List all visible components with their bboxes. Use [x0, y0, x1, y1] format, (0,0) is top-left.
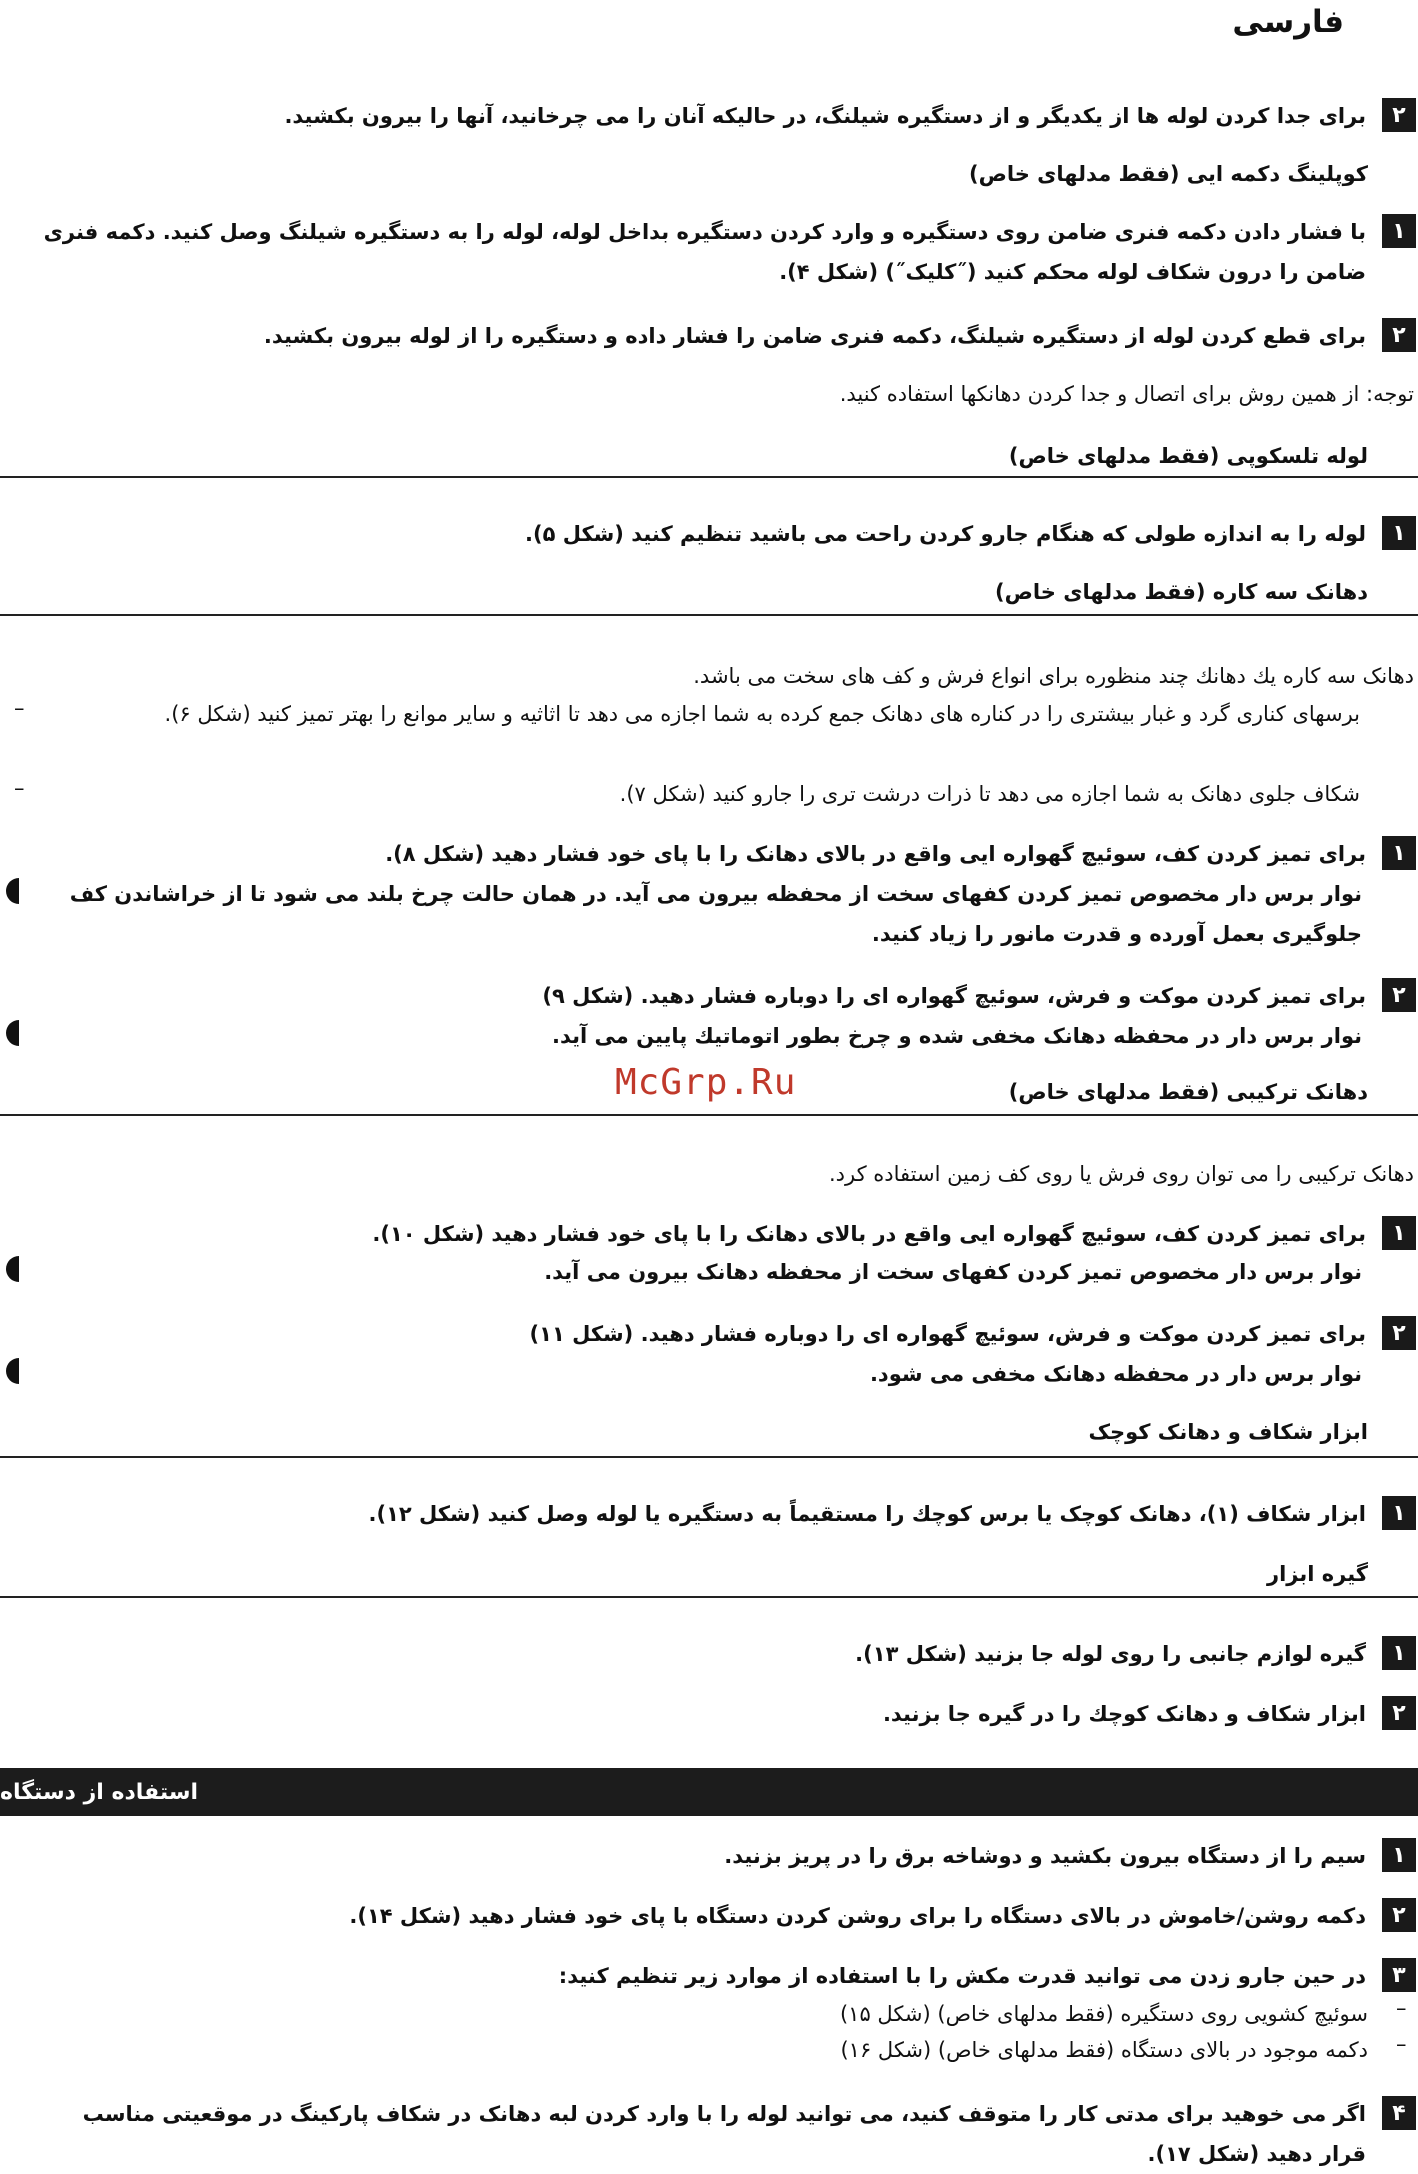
combi-step-1 — [36, 1214, 1416, 1254]
coupling-step-1 — [36, 212, 1416, 292]
step-number: ۲ — [1382, 978, 1416, 1012]
divider — [0, 1114, 1418, 1116]
step-text: سیم را از دستگاه بیرون بکشید و دوشاخه برق را در پریز بزنید. — [724, 1844, 1366, 1868]
step-text: با فشار دادن دکمه فنری ضامن روی دستگیره و وارد کردن دستگیره بداخل لوله، لوله را به دستگیره شیلنگ وصل کنید. دکمه فنری ضامن را درون شکاف لوله محکم کنید (˝کلیک˝) (شکل ۴). — [43, 220, 1366, 284]
tri-bullet-2: شکاف جلوی دهانک به شما اجازه می دهد تا ذرات درشت تری را جارو کنید (شکل ۷). — [619, 782, 1360, 806]
combi-step-2 — [36, 1314, 1416, 1354]
step-number: ۱ — [1382, 516, 1416, 550]
dash-bullet: – — [14, 696, 25, 720]
clip-step-1 — [36, 1634, 1416, 1674]
use-step-1 — [36, 1836, 1416, 1876]
step-text: برای تمیز کردن کف، سوئیچ گهواره ایی واقع در بالای دهانک را با پای خود فشار دهید (شکل ۱۰). — [372, 1222, 1366, 1246]
note-marker-icon — [6, 1020, 19, 1046]
step-text: دکمه روشن/خاموش در بالای دستگاه را برای روشن کردن دستگاه با پای خود فشار دهید (شکل ۱۴). — [349, 1904, 1366, 1928]
step-number: ۲ — [1382, 318, 1416, 352]
step-text: ابزار شکاف و دهانک کوچك را در گیره جا بزنید. — [882, 1702, 1366, 1726]
note-marker-icon — [6, 878, 19, 904]
language-label: فارسی — [1232, 4, 1344, 40]
clip-heading: گیره ابزار — [1267, 1562, 1368, 1586]
combi-heading: دهانک ترکیبی (فقط مدلهای خاص) — [1008, 1080, 1368, 1104]
crevice-heading: ابزار شکاف و دهانک کوچک — [1088, 1420, 1368, 1444]
tri-step-2 — [36, 976, 1416, 1016]
dash-bullet: – — [1396, 1996, 1407, 2020]
step-text: اگر می خوهید برای مدتی کار را متوقف کنید، می توانید لوله را با وارد کردن لبه دهانک در شکاف پارکینگ در موقعیتی مناسب قرار دهید (شکل ۱۷). — [82, 2102, 1366, 2166]
step-text: برای تمیز کردن موکت و فرش، سوئیچ گهواره ای را دوباره فشار دهید. (شکل ۹) — [542, 984, 1366, 1008]
step-text: گیره لوازم جانبی را روی لوله جا بزنید (شکل ۱۳). — [855, 1642, 1366, 1666]
step-text: برای جدا کردن لوله ها از یکدیگر و از دستگیره شیلنگ، در حالیکه آنان را می چرخانید، آنها را بیرون بکشید. — [284, 104, 1366, 128]
coupling-step-2 — [36, 316, 1416, 356]
section-banner: استفاده از دستگاه — [0, 1768, 1418, 1816]
step-number: ۳ — [1382, 1958, 1416, 1992]
step-text: لوله را به اندازه طولی که هنگام جارو کردن راحت می باشید تنظیم کنید (شکل ۵). — [524, 522, 1366, 546]
coupling-heading: کوپلینگ دکمه ایی (فقط مدلهای خاص) — [969, 162, 1368, 186]
watermark: McGrp.Ru — [615, 1062, 797, 1103]
coupling-note: توجه: از همین روش برای اتصال و جدا کردن دهانکها استفاده کنید. — [839, 382, 1414, 406]
dash-bullet: – — [14, 776, 25, 800]
step-detach-tubes — [36, 96, 1416, 136]
use-step-2 — [36, 1896, 1416, 1936]
telescopic-heading: لوله تلسکوپی (فقط مدلهای خاص) — [1008, 444, 1368, 468]
tri-heading: دهانک سه کاره (فقط مدلهای خاص) — [995, 580, 1368, 604]
step-number: ۲ — [1382, 1316, 1416, 1350]
combi-intro: دهانک ترکیبی را می توان روی فرش یا روی کف زمین استفاده کرد. — [829, 1162, 1414, 1186]
use-step-4 — [36, 2094, 1416, 2174]
crevice-step-1 — [36, 1494, 1416, 1534]
step-text: ابزار شکاف (۱)، دهانک کوچک یا برس کوچك را مستقیماً به دستگیره یا لوله وصل کنید (شکل ۱۲). — [368, 1502, 1366, 1526]
tri-note-2: نوار برس دار در محفظه دهانک مخفی شده و چرخ بطور اتوماتیك پایین می آید. — [552, 1024, 1362, 1048]
step-text: در حین جارو زدن می توانید قدرت مکش را با استفاده از موارد زیر تنظیم کنید: — [558, 1964, 1366, 1988]
tri-step-1 — [36, 834, 1416, 874]
dash-bullet: – — [1396, 2032, 1407, 2056]
combi-note-2: نوار برس دار در محفظه دهانک مخفی می شود. — [869, 1362, 1362, 1386]
step-number: ۴ — [1382, 2096, 1416, 2130]
telescopic-step-1 — [36, 514, 1416, 554]
clip-step-2 — [36, 1694, 1416, 1734]
note-marker-icon — [6, 1358, 19, 1384]
combi-note-1: نوار برس دار مخصوص تمیز کردن کفهای سخت از محفظه دهانک بیرون می آید. — [544, 1260, 1362, 1284]
step-number: ۲ — [1382, 98, 1416, 132]
note-marker-icon — [6, 1256, 19, 1282]
use-step-3 — [36, 1956, 1416, 1996]
tri-bullet-1: برسهای کناری گرد و غبار بیشتری را در کناره های دهانک جمع کرده به شما اجازه می دهد تا اثاثیه و سایر موانع را بهتر تمیز کنید (شکل ۶). — [164, 702, 1360, 726]
step-text: برای قطع کردن لوله از دستگیره شیلنگ، دکمه فنری ضامن را فشار داده و دستگیره را از لوله بیرون بکشید. — [263, 324, 1366, 348]
step-number: ۱ — [1382, 214, 1416, 248]
divider — [0, 1456, 1418, 1458]
step-number: ۱ — [1382, 1838, 1416, 1872]
step-number: ۲ — [1382, 1696, 1416, 1730]
step-text: برای تمیز کردن موکت و فرش، سوئیچ گهواره ای را دوباره فشار دهید. (شکل ۱۱) — [529, 1322, 1366, 1346]
step-number: ۱ — [1382, 836, 1416, 870]
step-number: ۱ — [1382, 1496, 1416, 1530]
step-number: ۱ — [1382, 1636, 1416, 1670]
divider — [0, 614, 1418, 616]
use-bullet-1: سوئیچ کشویی روی دستگیره (فقط مدلهای خاص) (شکل ۱۵) — [839, 2002, 1368, 2026]
step-text: برای تمیز کردن کف، سوئیچ گهواره ایی واقع در بالای دهانک را با پای خود فشار دهید (شکل ۸). — [385, 842, 1366, 866]
use-bullet-2: دکمه موجود در بالای دستگاه (فقط مدلهای خاص) (شکل ۱۶) — [840, 2038, 1368, 2062]
divider — [0, 476, 1418, 478]
divider — [0, 1596, 1418, 1598]
tri-intro: دهانک سه کاره یك دهانك چند منظوره برای انواع فرش و کف های سخت می باشد. — [693, 664, 1414, 688]
step-number: ۱ — [1382, 1216, 1416, 1250]
step-number: ۲ — [1382, 1898, 1416, 1932]
tri-note-1: نوار برس دار مخصوص تمیز کردن کفهای سخت از محفظه بیرون می آید. در همان حالت چرخ بلند می شود تا از خراشاندن کف جلوگیری بعمل آورده و قدرت مانور را زیاد کنید. — [69, 882, 1362, 946]
